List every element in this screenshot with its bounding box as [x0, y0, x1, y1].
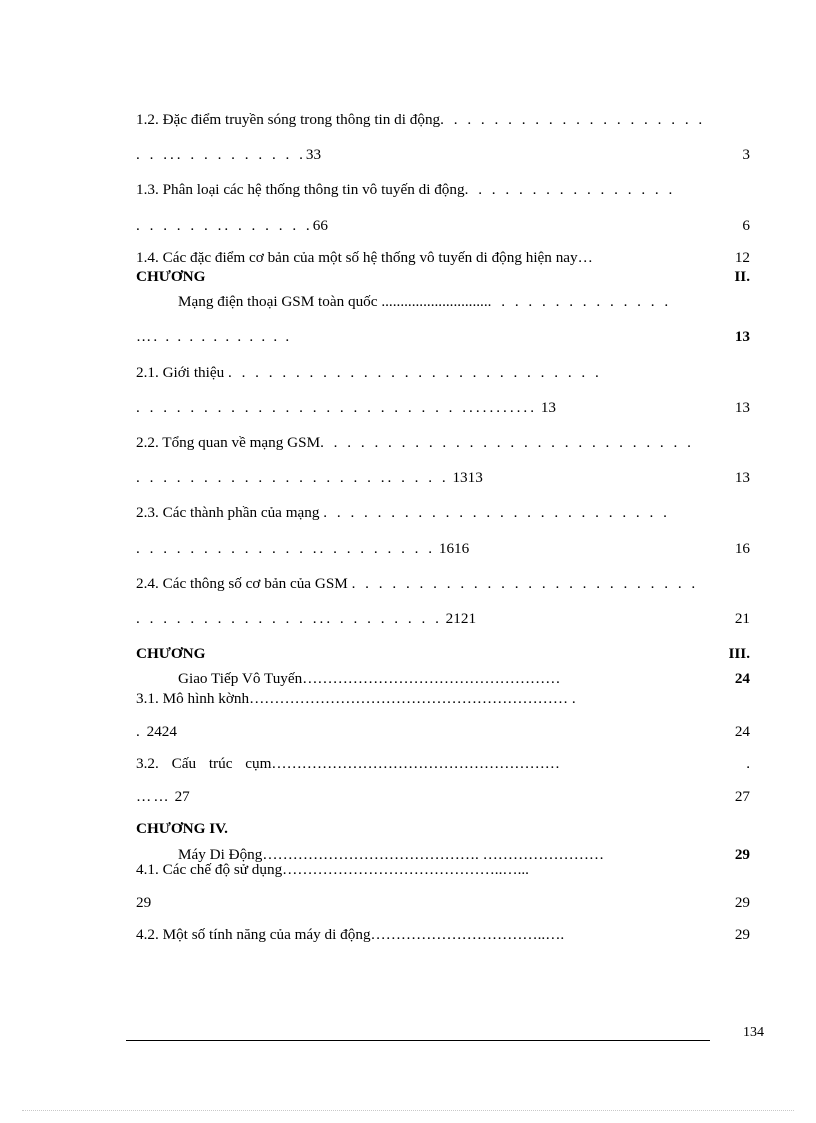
leader-dots: . — [136, 722, 143, 740]
toc-entry-wrap-line — [136, 724, 750, 739]
toc-entry-wrap-line — [136, 400, 750, 415]
toc-chapter-numeral: III. — [728, 645, 750, 663]
toc-entry-page-number: 3 — [742, 146, 750, 164]
toc-entry-title: 3.1. Mô hình kờnh — [136, 689, 250, 707]
toc-chapter-label-line — [136, 269, 750, 284]
toc-entry-inline-page: 2121 — [445, 610, 477, 628]
toc-entry-title-line — [136, 112, 750, 127]
toc-entry-title: 4.2. Một số tính năng của máy di động — [136, 926, 371, 944]
leader-dots-dense: ……………………………………..…... — [282, 860, 529, 878]
toc-entry-title: Giao Tiếp Vô Tuyến — [178, 670, 303, 688]
leader-dots: . . . . . . . . . . . . . . . . — [464, 181, 676, 199]
toc-chapter-label: CHƯƠNG IV. — [136, 820, 228, 838]
page-folio-number: 134 — [743, 1025, 764, 1040]
leader-dots-dense: ……………………………………. — [262, 845, 479, 863]
leader-dots: . . . . . . . . . . . . . .. . . . . . . . . — [136, 539, 436, 557]
toc-entry-title: 3.2. Cấu trúc cụm — [136, 755, 272, 773]
toc-entry-title: 4.1. Các chế độ sử dụng — [136, 860, 283, 878]
toc-entry-wrap-line — [136, 895, 750, 910]
toc-entry-inline-page: 27 — [174, 788, 190, 806]
leader-dots: . . . . . . . . . . . . . ... . . . . . . . . — [136, 610, 442, 628]
toc-entry-title-line — [136, 671, 750, 686]
toc-entry[interactable] — [136, 927, 750, 942]
toc-entry-inline-page: 66 — [312, 216, 328, 234]
leader-dots: …… — [136, 788, 171, 806]
toc-entry[interactable] — [136, 294, 750, 344]
leader-dots: . . . . . . . . . . . . . . . . . . . . — [440, 111, 706, 128]
toc-chapter-heading[interactable] — [136, 821, 750, 836]
toc-entry-wrap-line — [136, 329, 750, 344]
leader-dots: . . . . . . . . . . . . . . . . . . . . . . . . ........... — [136, 398, 538, 416]
toc-entry-inline-page: 1616 — [438, 539, 470, 557]
leader-dots: . . . . . . . . . . . . . . . . . . . . . . . . . . — [323, 504, 670, 522]
toc-entry[interactable] — [136, 182, 750, 232]
toc-entry-wrap-line — [136, 611, 750, 626]
table-of-contents — [136, 112, 750, 942]
leader-dots: . . . . . . . . . . . . . . . . . . .. . . . . — [136, 469, 449, 487]
toc-entry[interactable] — [136, 671, 750, 686]
toc-chapter-label-line — [136, 646, 750, 661]
toc-entry-inline-page: 13 — [540, 398, 556, 416]
leader-dots-dense: ………………………………………………… — [271, 755, 560, 773]
toc-chapter-label: CHƯƠNG — [136, 645, 206, 663]
toc-entry-page-number: 6 — [742, 216, 750, 234]
toc-chapter-heading[interactable] — [136, 646, 750, 661]
toc-entry-title-line — [136, 505, 750, 520]
toc-entry-page-number: 13 — [734, 469, 750, 487]
toc-entry-inline-page: 29 — [136, 894, 152, 912]
toc-entry-title-line — [136, 847, 750, 862]
toc-entry-page-number: 12 — [734, 248, 750, 266]
leader-dots: . . . . . . .. . . . . . . — [136, 216, 313, 234]
toc-entry-wrap-line — [136, 470, 750, 485]
toc-entry-title: 2.4. Các thông số cơ bản của GSM — [136, 574, 348, 592]
page-boundary-line — [22, 1110, 794, 1111]
toc-entry-title-line — [136, 862, 750, 877]
toc-entry-title-line — [136, 576, 750, 591]
toc-entry-title: 1.4. Các đặc điểm cơ bản của một số hệ thống vô tuyến di động hiện nay… — [136, 248, 593, 266]
toc-entry[interactable] — [136, 112, 750, 162]
toc-entry-title-line — [136, 691, 750, 706]
toc-chapter-numeral: II. — [734, 268, 750, 286]
leader-dots: . . . . . . . . . . . . . . . . . . . . . . . . . . . . — [227, 363, 602, 381]
toc-entry[interactable] — [136, 862, 750, 910]
toc-entry-wrap-line — [136, 147, 750, 162]
toc-chapter-label: CHƯƠNG — [136, 268, 206, 286]
toc-chapter-heading[interactable] — [136, 269, 750, 284]
toc-entry-inline-page: 1313 — [452, 469, 483, 487]
toc-entry[interactable] — [136, 576, 750, 626]
toc-entry[interactable] — [136, 847, 750, 862]
toc-entry-title-line — [136, 365, 750, 380]
toc-entry-title-line — [136, 294, 750, 309]
toc-entry-page-number: 29 — [734, 894, 750, 912]
footer-divider — [126, 1040, 710, 1041]
toc-entry-inline-page: 33 — [305, 146, 322, 164]
toc-entry-title-line — [136, 435, 750, 450]
leader-dots-dense: …………………… — [482, 845, 605, 863]
toc-entry-page-number: 24 — [734, 722, 750, 740]
leader-dots: . . . . . . . . . . . . . . . . . . . . . . . . . . — [351, 574, 699, 592]
toc-chapter-label-line — [136, 821, 750, 836]
toc-entry-page-number: 27 — [734, 788, 750, 806]
leader-tail-dot: . — [746, 755, 750, 773]
toc-entry-wrap-line — [136, 541, 750, 556]
toc-entry-title: 1.3. Phân loại các hệ thống thông tin vô tuyến di động — [136, 181, 465, 199]
toc-entry[interactable] — [136, 250, 750, 265]
toc-entry-page-number: 29 — [734, 845, 750, 863]
toc-entry-title: Mạng điện thoại GSM toàn quốc — [178, 293, 378, 311]
toc-entry-wrap-line — [136, 789, 750, 804]
leader-dots-dense: ............................ — [381, 293, 488, 311]
leader-dots-dense: ……………………………………………………… . — [249, 689, 576, 707]
leader-dots: . . . . . . . . . . . . . . — [487, 293, 672, 311]
toc-entry[interactable] — [136, 691, 750, 739]
toc-entry-inline-page: 2424 — [146, 722, 177, 740]
toc-entry-title: 1.2. Đặc điểm truyền sóng trong thông tin di động — [136, 111, 441, 128]
toc-entry[interactable] — [136, 505, 750, 555]
toc-entry-title: Máy Di Động — [178, 845, 263, 863]
toc-entry[interactable] — [136, 365, 750, 415]
toc-entry-title-line — [136, 756, 750, 771]
leader-dots-dense: …………………………………………… — [302, 670, 561, 688]
toc-entry-page-number: 16 — [734, 539, 750, 557]
toc-entry[interactable] — [136, 756, 750, 804]
toc-entry-title: 2.1. Giới thiệu — [136, 363, 225, 381]
leader-dots: . . ... . . . . . . . . . — [136, 146, 306, 164]
leader-dots-dense: ……………………………..…. — [370, 926, 565, 944]
toc-entry-title-line — [136, 927, 750, 942]
leader-dots: …. . . . . . . . . . . . — [136, 328, 292, 346]
toc-entry-page-number: 24 — [734, 670, 750, 688]
toc-entry-page-number: 13 — [734, 398, 750, 416]
toc-entry-title-line — [136, 182, 750, 197]
toc-entry-page-number: 21 — [734, 610, 750, 628]
toc-entry-page-number: 29 — [734, 926, 750, 944]
toc-entry-title: 2.3. Các thành phần của mạng — [136, 504, 320, 522]
leader-dots: . . . . . . . . . . . . . . . . . . . . . . . . . . . . — [320, 434, 694, 452]
toc-entry-title-line — [136, 250, 750, 265]
toc-entry-page-number: 13 — [734, 328, 750, 346]
toc-entry-title: 2.2. Tổng quan về mạng GSM — [136, 434, 321, 452]
toc-entry-wrap-line — [136, 218, 750, 233]
toc-entry[interactable] — [136, 435, 750, 485]
